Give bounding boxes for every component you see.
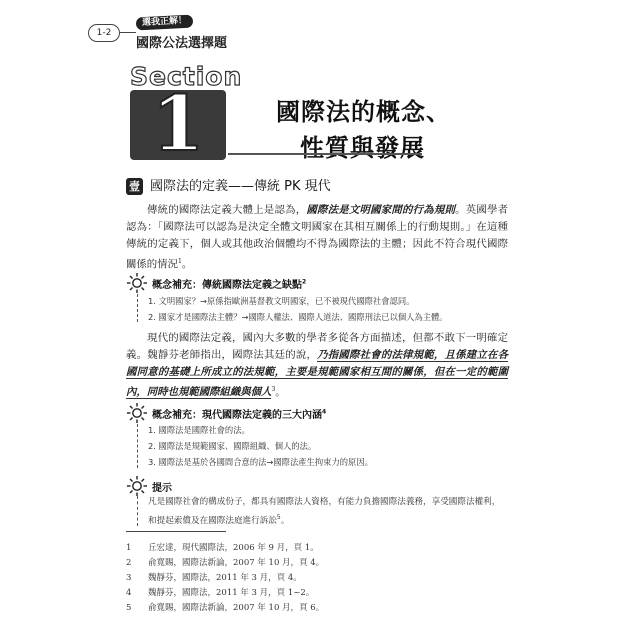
header-badge: 選我正解！	[136, 15, 194, 31]
heading-text: 國際法的定義——傳統 PK 現代	[150, 179, 331, 194]
section-number: 1	[151, 79, 205, 168]
note2-item: 3. 國際法是基於各國間合意的法→國際法產生拘束力的原因。	[148, 457, 373, 467]
footnote: 4 魏靜芬，國際法，2011 年 3 月，頁 1~2。	[126, 588, 315, 598]
footnote: 3 魏靜芬，國際法，2011 年 3 月，頁 4。	[126, 573, 302, 583]
note2-dashed-line	[137, 424, 138, 468]
paragraph-1	[126, 202, 508, 273]
footnote: 2 俞寬賜，國際法新論，2007 年 10 月，頁 4。	[126, 558, 325, 568]
tip-title: 提示	[152, 483, 172, 494]
tip-dashed-line	[137, 496, 138, 526]
footnote-ref-4[interactable]: 4	[322, 408, 327, 416]
lightbulb-icon	[126, 402, 148, 424]
para1-text-c: 。英國學者認為：「國際法可以認為是決定全體文明國家在其相互關係上的行動規則。」在這種傳統的定義下，個人或其他政治個體均不得為國際法的主體；因此不符合現代國際關係的情況	[126, 204, 509, 271]
page-number: 1-2	[88, 24, 120, 42]
note1-item: 2. 國家才是國際法主體？→國際人權法、國際人道法、國際刑法已以個人為主體。	[148, 312, 448, 322]
para1-text-d: 。	[181, 258, 193, 271]
lightbulb-icon	[126, 475, 148, 497]
footnote: 1 丘宏達，現代國際法，2006 年 9 月，頁 1。	[126, 543, 319, 553]
footnote-ref-2[interactable]: 2	[302, 278, 307, 286]
lightbulb-icon	[126, 272, 148, 294]
footnote-ref-1[interactable]: 1	[177, 258, 182, 265]
section-rule	[228, 153, 422, 155]
footnote-ref-3[interactable]: 3	[271, 386, 276, 393]
tip-text: 凡是國際社會的構成份子，都具有國際法人資格，有能力負擔國際法義務，享受國際法權利，和提起索償及在國際法庭進行訴訟$^5$。	[148, 497, 501, 526]
footnote: 5 俞寬賜，國際法新論，2007 年 10 月，頁 6。	[126, 603, 325, 613]
header-rule	[118, 32, 136, 33]
section-title-line1: 國際法的概念、	[276, 98, 451, 126]
book-title: 國際公法選擇題	[136, 36, 228, 51]
section-title-line2: 性質與發展	[300, 134, 425, 162]
paragraph-2	[126, 330, 508, 401]
para1-text-a: 傳統的國際法定義大體上是認為，	[147, 204, 307, 216]
note2-title: 概念補充：現代國際法定義的三大內涵$^4$	[152, 408, 327, 421]
para2-emphasis: 乃指國際社會的法律規範，且係建立在各國同意的基礎上所成立的法規範，主要是規範國家相互間的關係，但在一定的範圍內，同時也規範國際組織與個人	[126, 349, 509, 399]
para1-emphasis: 國際法是文明國家間的行為規則	[306, 204, 456, 216]
section-word: Section	[130, 62, 243, 91]
note1-title: 概念補充：傳統國際法定義之缺點$^2$	[152, 278, 307, 291]
note2-item: 2. 國際法是規範國家、國際組織、個人的法。	[148, 441, 317, 451]
note1-item: 1. 文明國家？→原係指歐洲基督教文明國家，已不被現代國際社會認同。	[148, 296, 415, 306]
para2-text-c: 。	[275, 386, 286, 399]
footnote-ref-5[interactable]: 5	[276, 514, 281, 521]
para2-text-a: 現代的國際法定義，國內大多數的學者多從各方面描述，但都不敢下一明確定義。魏靜芬老師指出，國際法其廷的說，	[126, 332, 508, 361]
footnote-rule	[126, 531, 226, 532]
heading-mark: 壹	[126, 178, 143, 195]
note1-dashed-line	[137, 294, 138, 322]
note2-item: 1. 國際法是國際社會的法。	[148, 425, 250, 435]
